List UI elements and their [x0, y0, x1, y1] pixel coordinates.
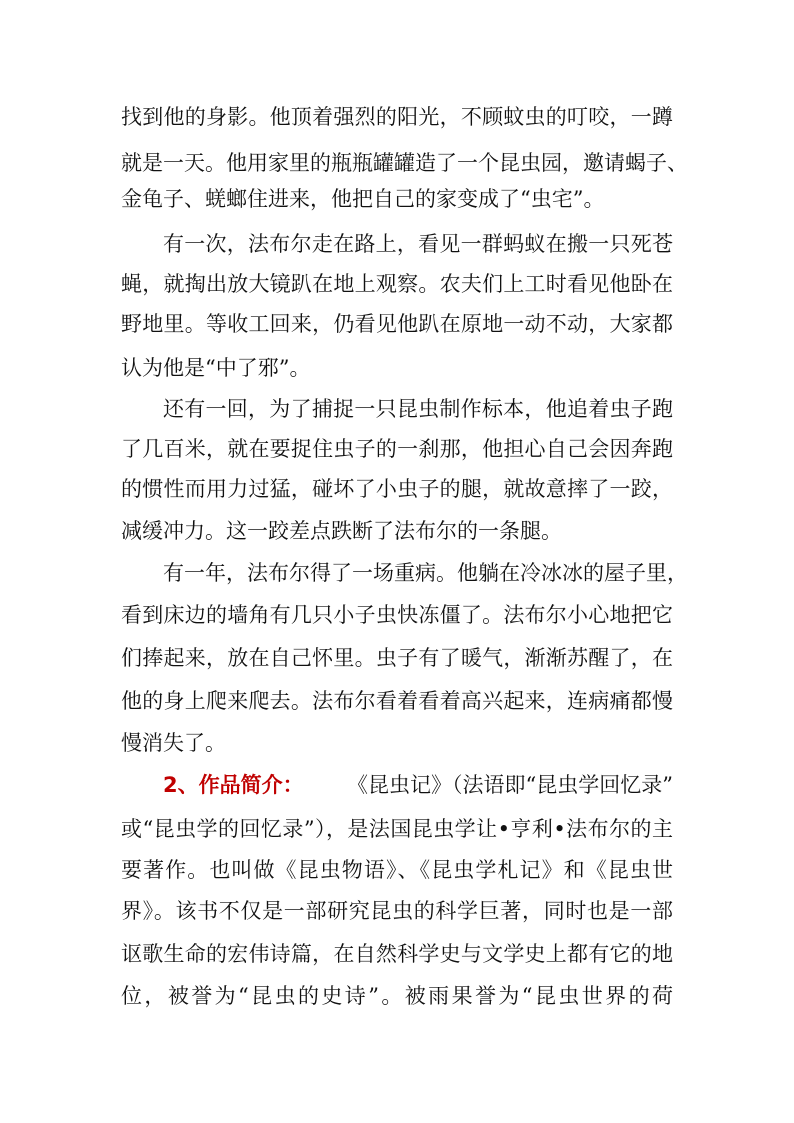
paragraph-4-line-3: 们捧起来，放在自己怀里。虫子有了暖气，渐渐苏醒了，在	[121, 646, 673, 670]
paragraph-3-line-1: 还有一回，为了捕捉一只昆虫制作标本，他追着虫子跑	[163, 397, 673, 421]
paragraph-1-line-1: 找到他的身影。他顶着强烈的阳光，不顾蚊虫的叮咬，一蹲	[121, 105, 673, 129]
paragraph-5-line-2: 或“昆虫学的回忆录”），是法国昆虫学让•亨利•法布尔的主	[121, 817, 673, 841]
paragraph-5-line-3: 要著作。也叫做《昆虫物语》、《昆虫学札记》和《昆虫世	[121, 858, 673, 882]
paragraph-2-line-4: 认为他是“中了邪”。	[121, 356, 311, 380]
paragraph-1-line-3: 金龟子、蜣螂住进来，他把自己的家变成了“虫宅”。	[121, 187, 605, 211]
paragraph-4-line-1: 有一年，法布尔得了一场重病。他躺在冷冰冰的屋子里，	[163, 561, 688, 585]
paragraph-3-line-2: 了几百米，就在要捉住虫子的一刹那，他担心自己会因奔跑	[121, 437, 673, 461]
paragraph-1-line-2: 就是一天。他用家里的瓶瓶罐罐造了一个昆虫园，邀请蝎子、	[121, 151, 688, 175]
paragraph-5-line-1-text: 《昆虫记》（法语即“昆虫学回忆录”	[347, 773, 673, 797]
paragraph-5-line-6: 位，被誉为“昆虫的史诗”。被雨果誉为“昆虫世界的荷	[121, 984, 673, 1008]
paragraph-3-line-3: 的惯性而用力过猛，碰坏了小虫子的腿，就故意摔了一跤，	[121, 477, 673, 501]
section-heading: 2、作品简介：	[163, 773, 304, 797]
paragraph-2-line-3: 野地里。等收工回来，仍看见他趴在原地一动不动，大家都	[121, 312, 673, 336]
paragraph-5-line-5: 讴歌生命的宏伟诗篇，在自然科学史与文学史上都有它的地	[121, 942, 673, 966]
paragraph-5-line-4: 界》。该书不仅是一部研究昆虫的科学巨著，同时也是一部	[121, 899, 673, 923]
paragraph-4-line-4: 他的身上爬来爬去。法布尔看着看着高兴起来，连病痛都慢	[121, 689, 673, 713]
paragraph-2-line-1: 有一次，法布尔走在路上，看见一群蚂蚁在搬一只死苍	[163, 232, 673, 256]
paragraph-4-line-2: 看到床边的墙角有几只小子虫快冻僵了。法布尔小心地把它	[121, 603, 673, 627]
paragraph-2-line-2: 蝇，就掏出放大镜趴在地上观察。农夫们上工时看见他卧在	[121, 272, 673, 296]
paragraph-5-line-1	[163, 772, 673, 798]
paragraph-4-line-5: 慢消失了。	[121, 731, 226, 755]
paragraph-3-line-4: 减缓冲力。这一跤差点跌断了法布尔的一条腿。	[121, 519, 562, 543]
